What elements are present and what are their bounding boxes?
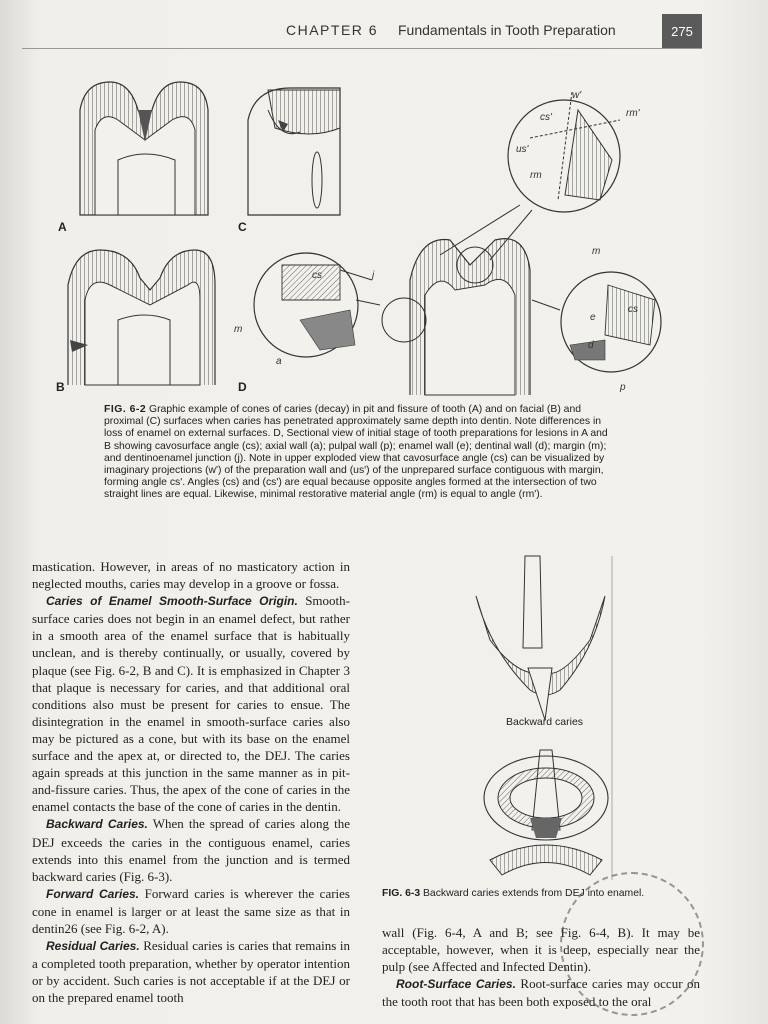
- run-head-forward: Forward Caries.: [46, 886, 140, 901]
- page-number: 275: [662, 14, 702, 48]
- figure-6-3-number: FIG. 6-3: [382, 888, 421, 899]
- tooth-b-drawing: [68, 250, 215, 385]
- callout-rm: rm: [530, 170, 542, 181]
- callout-e: e: [590, 312, 596, 323]
- text-residual: Residual caries is caries that remains in a completed tooth preparation, whether by operator intention or by accident. Such caries is not acceptable if at the DEJ or on the prepared enamel tooth: [32, 938, 351, 1006]
- figure-6-2-caption-text: Graphic example of cones of caries (decay) in pit and fissure of tooth (A) and on facial (B) and proximal (C) surfaces when caries has penetrated approximately same depth into dentin. Note differences in loss of enamel on external surfaces. D, Sectional view of initial stage of tooth preparations for lesions in A and B showing cavosurface angle (cs); axial wall (a); pulpal wall (p); enamel wall (e); dentinal wall (d); margin (m); and dentinoenamel junction (j). Note in upper exploded view that cavosurface angle (cs) can be visualized by imaginary projections (w') of the preparation wall and (us') of the unprepared surface contiguous with margin, forming angle cs'. Angles (cs) and (cs') are equal because opposite angles formed at the intersection of two straight lines are equal. Likewise, minimal restorative material angle (rm) is equal to angle (rm').: [104, 404, 608, 501]
- run-head-residual: Residual Caries.: [46, 939, 140, 954]
- callout-d: d: [588, 340, 594, 351]
- callout-cs-right: cs: [628, 304, 638, 315]
- panel-label-d: D: [238, 380, 247, 394]
- callout-p: p: [620, 382, 626, 393]
- run-head-smooth-surface: Caries of Enamel Smooth-Surface Origin.: [46, 594, 298, 609]
- callout-j: j: [372, 270, 375, 281]
- tooth-c-drawing: [248, 88, 340, 215]
- figure-6-3-caption-text: Backward caries extends from DEJ into enamel.: [423, 888, 645, 899]
- chapter-label: CHAPTER 6: [286, 22, 379, 38]
- callout-cs-prime: cs': [540, 112, 552, 123]
- text-root-surface: Root-surface caries may occur on the tooth root that has been both exposed to the oral: [382, 976, 701, 1010]
- section-view-right: [532, 272, 661, 372]
- figure-6-2-number: FIG. 6-2: [104, 404, 147, 415]
- backward-caries-label: Backward caries: [506, 716, 584, 728]
- text-smooth-surface: Smooth-surface caries does not begin in an enamel defect, but rather in a smooth area of the enamel surface that is habitually unclean, and is thereby continually, or usually, covered by plaque (see Fig. 6-2, B and C). It is emphasized in Chapter 3 that plaque is necessary for caries, and that additional oral conditions also must be present for caries to ensue. The disintegration in the enamel in smooth-surface caries also may be pictured as a cone, but with its base on the enamel surface and the apex at, or directed to, the DEJ. The caries again spreads at this junction in the same manner as in pit-and-fissure caries. Thus, the apex of the cone of caries in the enamel contacts the base of the cone of caries in the dentin.: [32, 593, 350, 815]
- callout-us-prime: us': [516, 144, 529, 155]
- text-forward: Forward caries is wherever the caries cone in enamel is larger or at least the same size as that in dentin26 (see Fig. 6-2, A).: [32, 885, 350, 936]
- text-backward: When the spread of caries along the DEJ exceeds the caries in the contiguous enamel, caries extends into this enamel from the junction and is termed backward caries (Fig. 6-3).: [32, 816, 350, 884]
- library-stamp: [560, 872, 704, 1016]
- paragraph-mastication: mastication. However, in areas of no masticatory action in neglected mouths, caries may develop in a groove or fossa.: [32, 559, 350, 592]
- paragraph-residual-caries: [32, 937, 350, 1006]
- tooth-d-drawing: [356, 210, 532, 395]
- paragraph-smooth-surface: [32, 592, 350, 815]
- paragraph-wall-continued: wall (Fig. 6-4, A and B; see Fig. 6-4, B). It may be acceptable, however, when it is deep, especially near the pulp (see Affected and Infected Dentin).: [382, 925, 700, 975]
- body-left-column: [32, 558, 350, 1006]
- section-view-d: [254, 253, 375, 357]
- callout-cs-left: cs: [312, 270, 322, 281]
- panel-label-c: C: [238, 220, 247, 234]
- run-head-backward: Backward Caries.: [46, 817, 148, 832]
- callout-a: a: [276, 356, 282, 367]
- paragraph-backward-caries: [32, 815, 350, 884]
- tooth-a-drawing: [80, 82, 208, 215]
- panel-label-a: A: [58, 220, 67, 234]
- callout-m-left: m: [234, 324, 243, 335]
- callout-m-right: m: [592, 246, 601, 257]
- paragraph-forward-caries: [32, 885, 350, 937]
- panel-label-b: B: [56, 380, 65, 394]
- figure-6-2-caption: [104, 404, 616, 502]
- callout-w-prime: w': [572, 90, 582, 101]
- chapter-title: Fundamentals in Tooth Preparation: [398, 22, 616, 38]
- callout-rm-prime: rm': [626, 108, 640, 119]
- run-head-root-surface: Root-Surface Caries.: [396, 977, 516, 992]
